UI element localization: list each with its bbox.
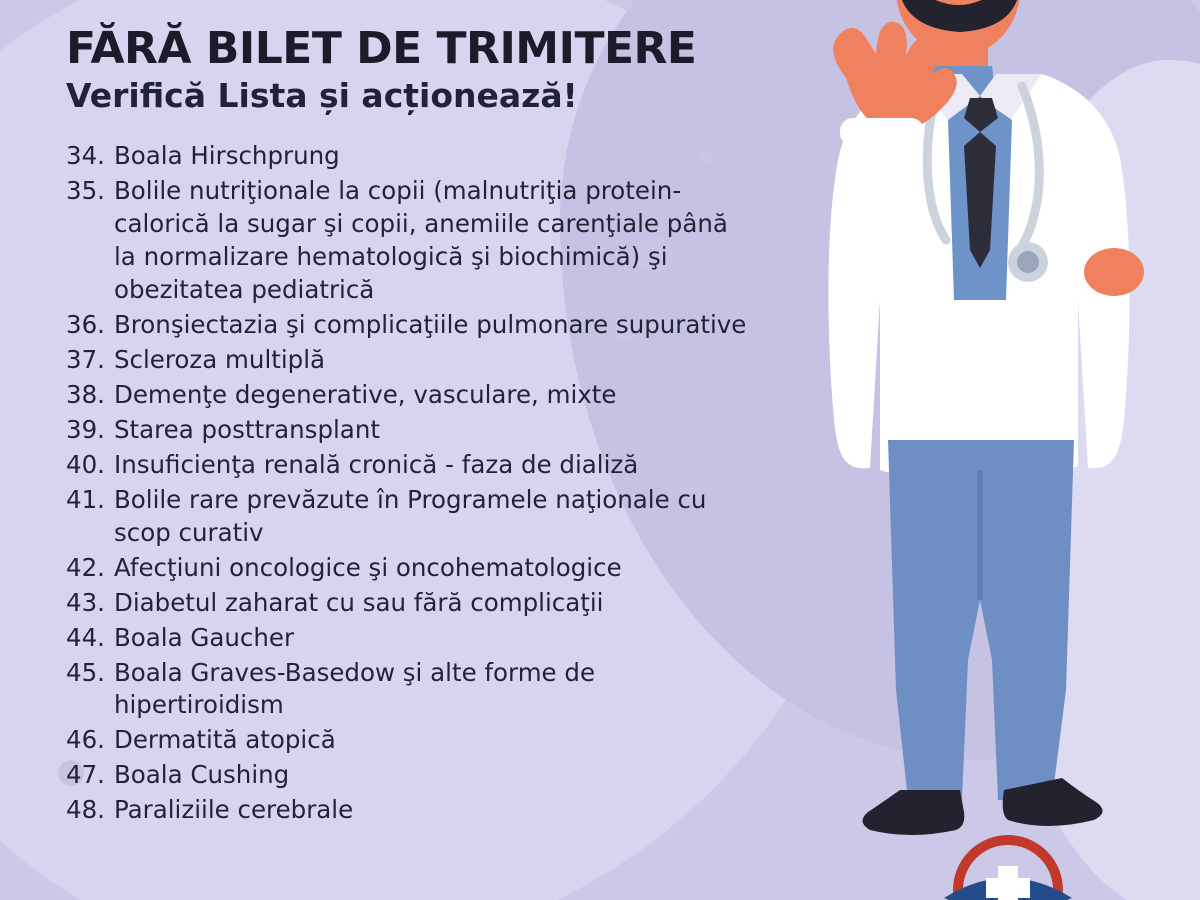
list-item <box>66 587 790 620</box>
list-item-number: 41. <box>66 484 105 514</box>
list-item-label: Scleroza multiplă <box>113 345 326 375</box>
list-item-label: Demenţe degenerative, vasculare, mixte <box>113 380 617 410</box>
list-item <box>66 794 790 827</box>
list-item-number: 47. <box>66 760 105 790</box>
list-item-number: 37. <box>66 345 105 375</box>
list-item-label: Boala Gaucher <box>113 622 295 652</box>
list-item <box>66 175 790 307</box>
list-item-label: Diabetul zaharat cu sau fără complicaţii <box>113 587 604 617</box>
bottom-logo-icon <box>944 840 1072 900</box>
list-item <box>66 484 790 550</box>
list-item-number: 43. <box>66 587 105 617</box>
list-item-label: Afecţiuni oncologice şi oncohematologice <box>113 552 622 582</box>
doctor-shirt-tie <box>948 98 1012 300</box>
page-title: FĂRĂ BILET DE TRIMITERE <box>66 23 697 74</box>
list-item-number: 36. <box>66 310 105 340</box>
list-item <box>66 414 790 447</box>
list-item-number: 42. <box>66 552 105 582</box>
list-item <box>66 724 790 757</box>
list-item-label: Boala Graves-Basedow şi alte forme de hipertiroidism <box>113 657 596 720</box>
list-item-number: 44. <box>66 622 105 652</box>
list-item-label: Bronşiectazia şi complicaţiile pulmonare supurative <box>113 310 747 340</box>
doctor-illustration <box>730 0 1200 900</box>
list-item-label: Starea posttransplant <box>113 414 380 444</box>
list-item-label: Paraliziile cerebrale <box>113 795 354 825</box>
list-item <box>66 140 790 173</box>
list-item <box>66 657 790 723</box>
list-item-label: Boala Cushing <box>113 760 290 790</box>
list-item-number: 39. <box>66 414 105 444</box>
doctor-shoes <box>862 778 1102 835</box>
condition-list <box>58 140 790 827</box>
list-item <box>66 379 790 412</box>
list-item-number: 45. <box>66 657 105 687</box>
list-item-number: 35. <box>66 176 105 206</box>
list-item-label: Dermatită atopică <box>113 725 336 755</box>
list-item-number: 48. <box>66 795 105 825</box>
list-item-label: Bolile nutriţionale la copii (malnutriţia protein-calorică la sugar şi copii, anemiile carenţiale până la normalizare hematologică şi biochimică) şi obezitatea pediatrică <box>113 176 728 305</box>
doctor-hand-hip <box>1084 248 1144 296</box>
list-item-number: 34. <box>66 141 105 171</box>
list-item-label: Boala Hirschprung <box>113 141 340 171</box>
list-item-number: 46. <box>66 725 105 755</box>
list-item <box>66 309 790 342</box>
list-item <box>66 759 790 792</box>
page-subtitle: Verifică Lista și acționează! <box>66 76 578 116</box>
list-item <box>66 449 790 482</box>
list-item <box>66 622 790 655</box>
list-item-label: Bolile rare prevăzute în Programele naţionale cu scop curativ <box>113 484 707 547</box>
list-item <box>66 552 790 585</box>
list-item-label: Insuficienţa renală cronică - faza de dializă <box>113 449 639 479</box>
doctor-trousers <box>888 440 1074 800</box>
list-item-number: 38. <box>66 380 105 410</box>
list-item-number: 40. <box>66 449 105 479</box>
list-item <box>66 344 790 377</box>
